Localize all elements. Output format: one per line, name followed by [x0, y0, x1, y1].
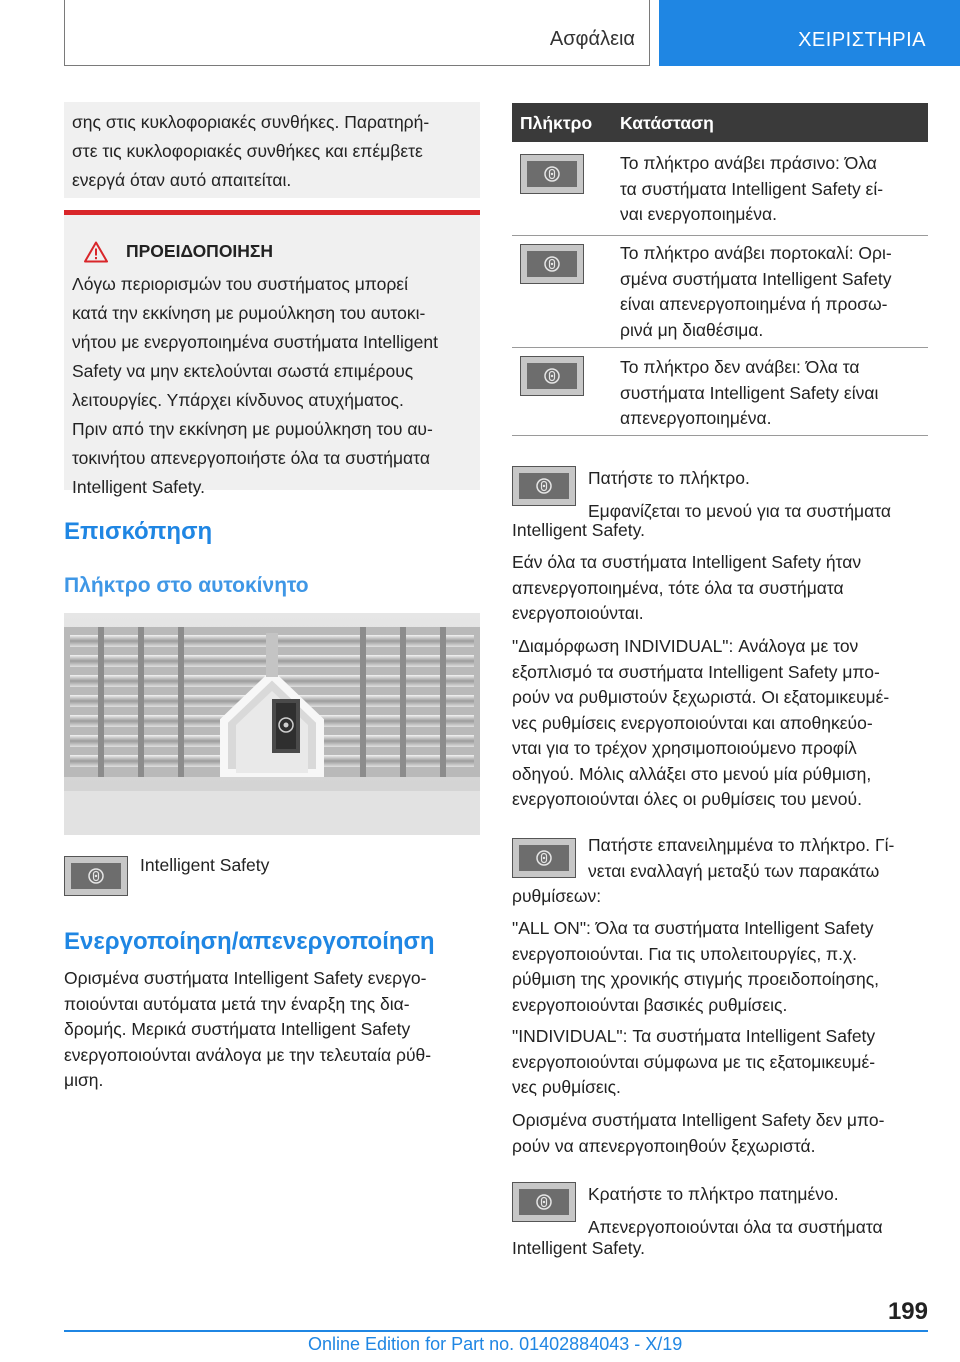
warning-line: Safety να μην εκτελούνται σωστά επιμέρους: [72, 361, 414, 381]
intelligent-safety-icon: [534, 848, 554, 868]
intelligent-safety-icon: [542, 164, 562, 184]
table-row: [512, 142, 928, 236]
text-line: ρινά μη διαθέσιμα.: [620, 319, 764, 340]
text-line: ρούν να ρυθμιστούν ξεχωριστά. Οι εξατομικευμέ-: [512, 687, 890, 707]
status-text: [620, 355, 928, 432]
note-box: [64, 102, 480, 198]
warning-line: Πριν από την εκκίνηση με ρυμούλκηση του αυ-: [72, 419, 433, 439]
warning-line: Intelligent Safety.: [72, 477, 205, 497]
text-line: ναι ενεργοποιημένα.: [620, 204, 777, 224]
status-text: [620, 241, 928, 343]
warning-header: [72, 237, 472, 266]
intelligent-safety-button-icon: [512, 1182, 576, 1222]
text-line: ενεργοποιούνται βασικές ρυθμίσεις.: [512, 994, 788, 1015]
text-line: ενεργοποιούνται. Για τις υπολειτουργίες, π.χ.: [512, 943, 858, 964]
all-on-paragraph: [512, 916, 928, 1018]
text-line: ποιούνται αυτόματα μετά την έναρξη της δια-: [64, 993, 410, 1014]
warning-triangle-icon: [84, 241, 108, 263]
text-line: Εμφανίζεται το μενού για τα συστήματα: [588, 501, 892, 521]
text-line: "ALL ON": Όλα τα συστήματα Intelligent Safety: [512, 918, 874, 938]
intelligent-safety-icon: [542, 366, 562, 386]
intelligent-safety-icon: [534, 1192, 554, 1212]
intelligent-safety-icon: [542, 254, 562, 274]
intelligent-safety-button-icon: [520, 154, 584, 194]
text-line: είναι απενεργοποιημένα ή προσω-: [620, 294, 888, 314]
intelligent-safety-button-icon: [512, 838, 576, 878]
text-line: Ορισμένα συστήματα Intelligent Safety δεν μπο-: [512, 1110, 885, 1130]
text-line: νες ρυθμίσεις.: [512, 1077, 621, 1097]
col-status-header: Κατάσταση: [620, 113, 714, 133]
text-line: νες ρυθμίσεις ενεργοποιούνται και αποθηκεύο-: [512, 712, 873, 733]
table-row: [512, 348, 928, 436]
footer-divider: [64, 1330, 928, 1332]
text-line: Απενεργοποιούνται όλα τα συστήματα: [588, 1217, 883, 1237]
text-line: Εάν όλα τα συστήματα Intelligent Safety ήταν: [512, 552, 862, 572]
note-line: στε τις κυκλοφοριακές συνθήκες και επέμβετε: [72, 141, 423, 161]
text-line: "INDIVIDUAL": Τα συστήματα Intelligent Safety: [512, 1026, 876, 1046]
step-press-repeat-cont: ρυθμίσεων:: [512, 886, 602, 906]
warning-line: Λόγω περιορισμών του συστήματος μπορεί: [72, 274, 408, 294]
note-line: σης στις κυκλοφοριακές συνθήκες. Παρατηρή-: [72, 112, 430, 132]
status-text: [620, 151, 928, 228]
individual-config-paragraph: [512, 634, 928, 813]
text-line: Το πλήκτρο δεν ανάβει: Όλα τα: [620, 357, 860, 377]
page-number: 199: [887, 1298, 928, 1325]
text-line: εξοπλισμό τα συστήματα Intelligent Safety μπο-: [512, 661, 880, 682]
text-line: ενεργοποιούνται σύμφωνα με τις εξατομικευμέ-: [512, 1051, 876, 1072]
text-line: σμένα συστήματα Intelligent Safety: [620, 268, 892, 289]
text-line: απενεργοποιημένα.: [620, 408, 772, 428]
text-line: Το πλήκτρο ανάβει πορτοκαλί: Ορι-: [620, 243, 892, 263]
footer-edition: Online Edition for Part no. 01402884043 - X/19: [308, 1334, 683, 1354]
intelligent-safety-button-icon: [520, 244, 584, 284]
text-line: νεται εναλλαγή μεταξύ των παρακάτω: [588, 860, 880, 881]
text-line: μιση.: [64, 1070, 104, 1090]
intelligent-safety-button-icon: [512, 466, 576, 506]
all-off-paragraph: [512, 550, 928, 627]
step-hold: [588, 1178, 928, 1244]
text-line: Κρατήστε το πλήκτρο πατημένο.: [588, 1184, 839, 1204]
individual-paragraph: [512, 1024, 928, 1101]
text-line: νται για το τρέχον χρησιμοποιούμενο προφίλ: [512, 738, 857, 758]
warning-line: κατά την εκκίνηση με ρυμούλκηση του αυτοκι-: [72, 303, 426, 323]
text-line: Πατήστε επανειλημμένα το πλήκτρο. Γί-: [588, 835, 895, 855]
text-line: "Διαμόρφωση INDIVIDUAL": Ανάλογα με τον: [512, 636, 859, 656]
header-section-tab: [64, 0, 650, 66]
warning-line: νήτου με ενεργοποιημένα συστήματα Intelligent: [72, 332, 438, 352]
intelligent-safety-button-icon: [64, 856, 128, 896]
text-line: Πατήστε το πλήκτρο.: [588, 468, 750, 488]
text-line: Το πλήκτρο ανάβει πράσινο: Όλα: [620, 153, 877, 173]
text-line: δρομής. Μερικά συστήματα Intelligent Safety: [64, 1019, 411, 1039]
text-line: απενεργοποιημένα, τότε όλα τα συστήματα: [512, 577, 844, 598]
step-press-cont: Intelligent Safety.: [512, 520, 645, 540]
header-chapter-tab: [659, 0, 960, 66]
text-line: ρούν να απενεργοποιηθούν ξεχωριστά.: [512, 1135, 816, 1156]
activation-heading: Ενεργοποίηση/απενεργοποίηση: [64, 928, 435, 955]
text-line: Ορισμένα συστήματα Intelligent Safety ενεργο-: [64, 968, 427, 988]
step-press-repeat: [588, 833, 928, 884]
intelligent-safety-icon: [534, 476, 554, 496]
some-systems-paragraph: [512, 1108, 928, 1159]
warning-line: τοκινήτου απενεργοποιήστε όλα τα συστήματα: [72, 448, 430, 468]
intelligent-safety-label: Intelligent Safety: [140, 855, 270, 875]
step-hold-cont: Intelligent Safety.: [512, 1238, 645, 1258]
warning-title: ΠΡΟΕΙΔΟΠΟΙΗΣΗ: [126, 241, 274, 261]
warning-box: [64, 210, 480, 497]
activation-paragraph: [64, 966, 480, 1094]
text-line: ενεργοποιούνται ανάλογα με την τελευταία ρύθ-: [64, 1044, 432, 1065]
chapter-title: ΧΕΙΡΙΣΤΗΡΙΑ: [798, 29, 926, 51]
intelligent-safety-icon: [86, 866, 106, 886]
intelligent-safety-button-icon: [520, 356, 584, 396]
overview-subheading: Πλήκτρο στο αυτοκίνητο: [64, 574, 309, 597]
table-row: [512, 236, 928, 348]
overview-heading: Επισκόπηση: [64, 518, 213, 545]
text-line: συστήματα Intelligent Safety είναι: [620, 382, 879, 403]
text-line: ενεργοποιούνται όλες οι ρυθμίσεις του μενού.: [512, 789, 862, 809]
status-table-header: [512, 103, 928, 142]
text-line: ρύθμιση της χρονικής στιγμής προειδοποίησης,: [512, 969, 880, 989]
warning-line: λειτουργίες. Υπάρχει κίνδυνος ατυχήματος.: [72, 390, 404, 410]
text-line: ενεργοποιούνται.: [512, 603, 644, 623]
note-line: ενεργά όταν αυτό απαιτείται.: [72, 170, 292, 190]
text-line: τα συστήματα Intelligent Safety εί-: [620, 178, 884, 199]
col-button-header: Πλήκτρο: [520, 113, 593, 133]
text-line: οδηγού. Μόλις αλλάξει στο μενού μία ρύθμιση,: [512, 763, 872, 784]
section-title: Ασφάλεια: [549, 28, 635, 50]
car-console-photo: [64, 613, 480, 835]
